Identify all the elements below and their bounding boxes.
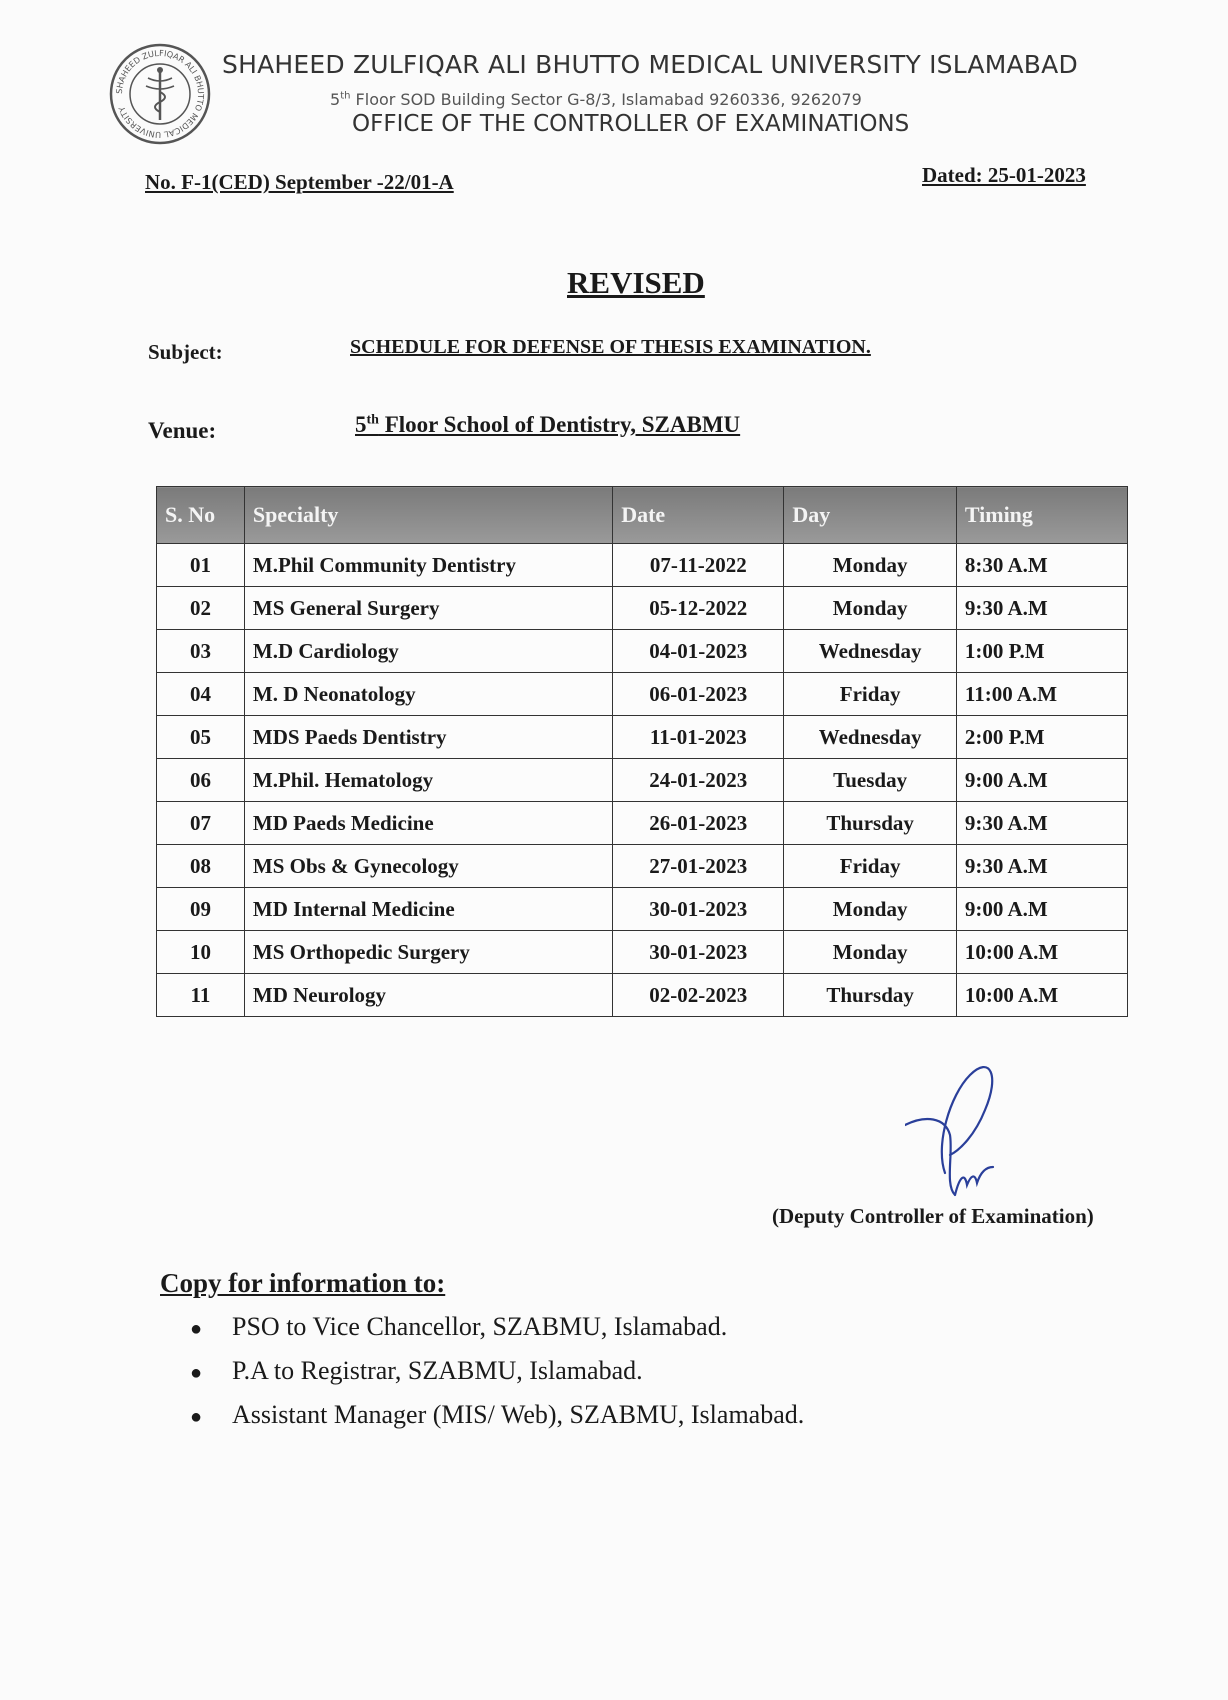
university-name: SHAHEED ZULFIQAR ALI BHUTTO MEDICAL UNIVERSITY ISLAMABAD [222,50,1078,79]
cell-day: Wednesday [784,716,956,759]
cell-specialty: M.Phil Community Dentistry [244,544,612,587]
list-item: ● Assistant Manager (MIS/ Web), SZABMU, Islamabad. [190,1393,804,1437]
cell-timing: 9:30 A.M [956,587,1127,630]
cell-sno: 09 [157,888,245,931]
cell-day: Tuesday [784,759,956,802]
cell-timing: 1:00 P.M [956,630,1127,673]
header-sno: S. No [157,487,245,544]
bullet-icon: ● [190,1318,203,1340]
cell-date: 07-11-2022 [613,544,784,587]
table-row [157,544,1128,587]
table-row [157,845,1128,888]
cell-date: 06-01-2023 [613,673,784,716]
bullet-icon: ● [190,1362,203,1384]
cell-date: 11-01-2023 [613,716,784,759]
cell-sno: 05 [157,716,245,759]
cell-specialty: MD Internal Medicine [244,888,612,931]
signature [905,1055,1015,1205]
cell-timing: 2:00 P.M [956,716,1127,759]
reference-number: No. F-1(CED) September -22/01-A [145,170,454,194]
cell-day: Monday [784,587,956,630]
university-address: 5th Floor SOD Building Sector G-8/3, Islamabad 9260336, 9262079 [330,90,862,109]
cell-sno: 06 [157,759,245,802]
cell-specialty: MS General Surgery [244,587,612,630]
office-title: OFFICE OF THE CONTROLLER OF EXAMINATIONS [352,111,910,137]
table-row [157,716,1128,759]
cell-day: Wednesday [784,630,956,673]
cell-timing: 9:00 A.M [956,759,1127,802]
cell-timing: 10:00 A.M [956,974,1127,1017]
cell-date: 05-12-2022 [613,587,784,630]
cell-day: Friday [784,845,956,888]
cell-date: 30-01-2023 [613,931,784,974]
header-timing: Timing [956,487,1127,544]
cell-day: Monday [784,544,956,587]
schedule-table [156,486,1128,1017]
issue-date: Dated: 25-01-2023 [922,163,1086,187]
table-row [157,974,1128,1017]
table-row [157,673,1128,716]
copy-heading: Copy for information to: [160,1268,446,1298]
cell-timing: 10:00 A.M [956,931,1127,974]
cell-date: 27-01-2023 [613,845,784,888]
table-row [157,759,1128,802]
cell-specialty: MD Neurology [244,974,612,1017]
bullet-icon: ● [190,1406,203,1428]
list-item: ● P.A to Registrar, SZABMU, Islamabad. [190,1349,804,1393]
header-day: Day [784,487,956,544]
copy-list [190,1305,804,1437]
revised-heading: REVISED [567,265,705,300]
cell-specialty: MS Obs & Gynecology [244,845,612,888]
header-date: Date [613,487,784,544]
subject-label: Subject: [148,340,223,364]
venue-label: Venue: [148,418,217,443]
svg-text:SHAHEED ZULFIQAR ALI BHUTTO ME: SHAHEED ZULFIQAR ALI BHUTTO MEDICAL UNIVERSITY [113,47,207,141]
cell-sno: 01 [157,544,245,587]
cell-specialty: MS Orthopedic Surgery [244,931,612,974]
table-row [157,630,1128,673]
signatory-title: (Deputy Controller of Examination) [772,1204,1094,1228]
cell-sno: 02 [157,587,245,630]
cell-sno: 11 [157,974,245,1017]
cell-timing: 11:00 A.M [956,673,1127,716]
subject-value: SCHEDULE FOR DEFENSE OF THESIS EXAMINATION. [350,336,871,358]
cell-sno: 10 [157,931,245,974]
cell-date: 30-01-2023 [613,888,784,931]
table-row [157,931,1128,974]
table-row [157,587,1128,630]
list-item: ● PSO to Vice Chancellor, SZABMU, Islamabad. [190,1305,804,1349]
table-row [157,802,1128,845]
cell-sno: 08 [157,845,245,888]
cell-specialty: MDS Paeds Dentistry [244,716,612,759]
university-seal-logo [108,42,212,146]
cell-specialty: M. D Neonatology [244,673,612,716]
cell-date: 26-01-2023 [613,802,784,845]
cell-timing: 9:30 A.M [956,845,1127,888]
cell-sno: 03 [157,630,245,673]
schedule-table-body [157,544,1128,1017]
cell-day: Monday [784,931,956,974]
cell-timing: 9:30 A.M [956,802,1127,845]
cell-day: Friday [784,673,956,716]
venue-value: 5th Floor School of Dentistry, SZABMU [355,412,741,437]
cell-sno: 07 [157,802,245,845]
table-row [157,888,1128,931]
cell-date: 02-02-2023 [613,974,784,1017]
cell-day: Monday [784,888,956,931]
cell-day: Thursday [784,974,956,1017]
cell-timing: 8:30 A.M [956,544,1127,587]
cell-specialty: M.D Cardiology [244,630,612,673]
cell-day: Thursday [784,802,956,845]
table-header-row [157,487,1128,544]
cell-sno: 04 [157,673,245,716]
cell-date: 04-01-2023 [613,630,784,673]
cell-date: 24-01-2023 [613,759,784,802]
cell-timing: 9:00 A.M [956,888,1127,931]
header-specialty: Specialty [244,487,612,544]
cell-specialty: MD Paeds Medicine [244,802,612,845]
cell-specialty: M.Phil. Hematology [244,759,612,802]
